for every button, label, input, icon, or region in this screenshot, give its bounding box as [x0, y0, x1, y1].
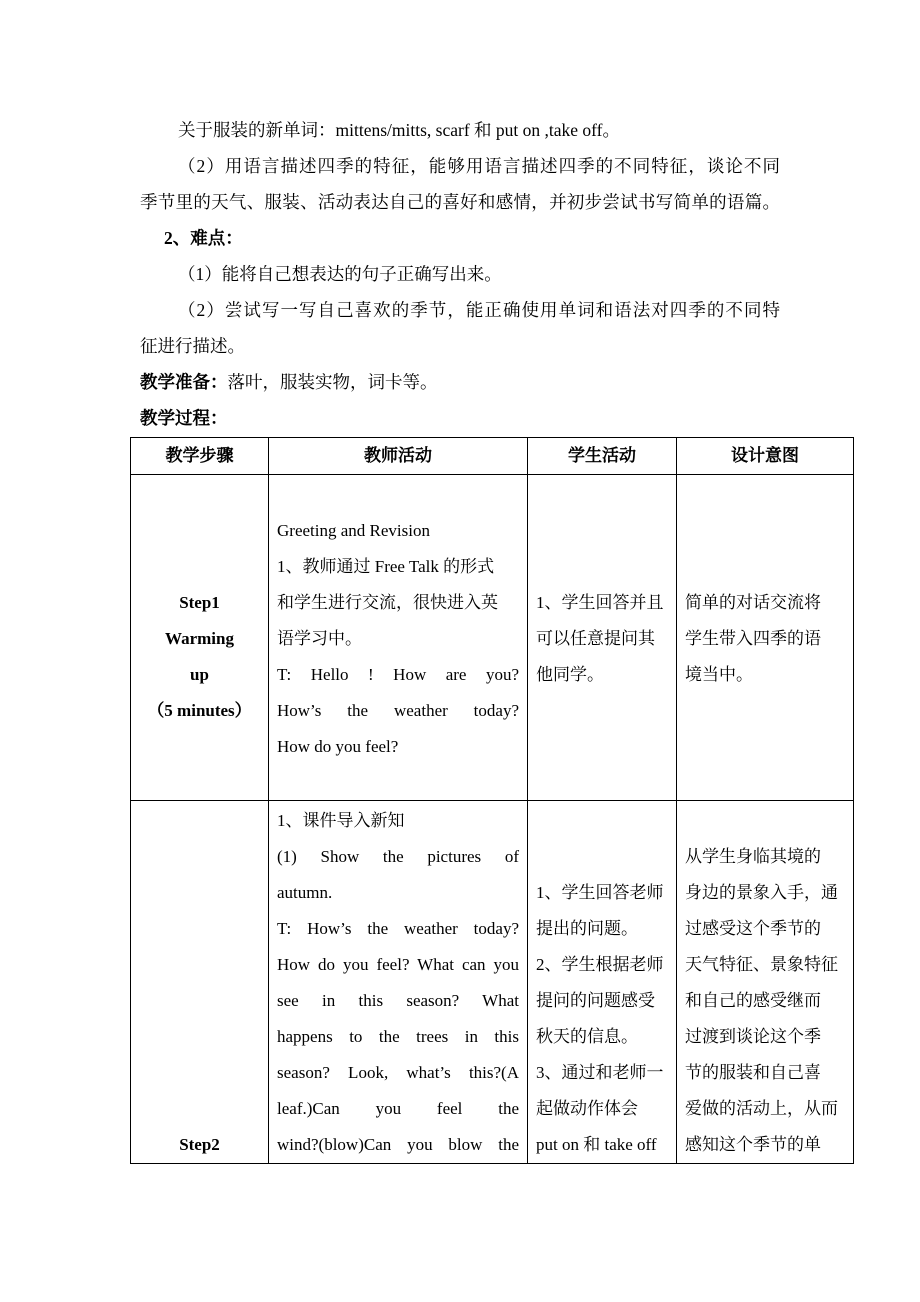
- cell-line: see in this season? What: [277, 991, 519, 1010]
- teacher-cell: [269, 475, 528, 801]
- cell-line: Step2: [179, 1135, 220, 1154]
- preparation-label: 教学准备：: [140, 372, 228, 392]
- student-cell: [528, 801, 677, 1164]
- teacher-cell: [269, 801, 528, 1164]
- intent-cell: [677, 801, 854, 1164]
- cell-line: Warming: [165, 629, 234, 648]
- objectives-point-2: （2）用语言描述四季的特征，能够用语言描述四季的不同特征，谈论不同: [178, 156, 780, 176]
- table-row: [131, 475, 854, 801]
- cell-line: 节的服装和自己喜: [685, 1063, 821, 1082]
- difficulty-point-1: （1）能将自己想表达的句子正确写出来。: [178, 264, 502, 284]
- cell-line: 和自己的感受继而: [685, 991, 821, 1010]
- header-teacher: 教师活动: [269, 438, 528, 475]
- header-student: 学生活动: [528, 438, 677, 475]
- cell-line: 语学习中。: [277, 629, 362, 648]
- cell-line: 境当中。: [685, 665, 753, 684]
- cell-line: 简单的对话交流将: [685, 593, 821, 612]
- cell-line: 秋天的信息。: [536, 1027, 638, 1046]
- cell-line: autumn.: [277, 883, 333, 902]
- cell-line: How’s the weather today?: [277, 701, 519, 720]
- cell-line: 1、教师通过 Free Talk 的形式: [277, 557, 495, 576]
- table-header-row: [131, 438, 854, 475]
- cell-line: 和学生进行交流，很快进入英: [277, 593, 498, 612]
- cell-line: wind?(blow)Can you blow the: [277, 1135, 519, 1154]
- objectives-point-2-cont: 季节里的天气、服装、活动表达自己的喜好和感情，并初步尝试书写简单的语篇。: [140, 192, 780, 212]
- preparation-line: [140, 364, 780, 400]
- preparation-text: 落叶，服装实物，词卡等。: [227, 372, 438, 392]
- cell-line: 从学生身临其境的: [685, 847, 821, 866]
- cell-line: happens to the trees in this: [277, 1027, 519, 1046]
- cell-line: Greeting and Revision: [277, 521, 430, 540]
- step-cell: [131, 475, 269, 801]
- cell-line: 过渡到谈论这个季: [685, 1027, 821, 1046]
- cell-line: leaf.)Can you feel the: [277, 1099, 519, 1118]
- table-row: [131, 801, 854, 1164]
- cell-line: 3、通过和老师一: [536, 1063, 664, 1082]
- cell-line: 2、学生根据老师: [536, 955, 664, 974]
- objectives-line-1: 关于服装的新单词：mittens/mitts, scarf 和 put on ,take off。: [178, 120, 620, 140]
- cell-line: 可以任意提问其: [536, 629, 655, 648]
- cell-line: T: Hello ! How are you?: [277, 665, 519, 684]
- cell-line: T: How’s the weather today?: [277, 919, 519, 938]
- cell-line: 1、课件导入新知: [277, 811, 405, 830]
- process-heading: 教学过程：: [140, 408, 228, 428]
- header-step: 教学步骤: [131, 438, 269, 475]
- cell-line: 天气特征、景象特征: [685, 955, 838, 974]
- cell-line: 过感受这个季节的: [685, 919, 821, 938]
- cell-line: 身边的景象入手，通: [685, 883, 838, 902]
- difficulty-heading: 2、难点：: [164, 228, 243, 248]
- header-intent: 设计意图: [677, 438, 854, 475]
- step-cell: [131, 801, 269, 1164]
- difficulty-point-2-cont: 征进行描述。: [140, 336, 245, 356]
- cell-line: How do you feel? What can you: [277, 955, 519, 974]
- difficulty-point-2: （2）尝试写一写自己喜欢的季节，能正确使用单词和语法对四季的不同特: [178, 300, 780, 320]
- intent-cell: [677, 475, 854, 801]
- cell-line: 起做动作体会: [536, 1099, 638, 1118]
- cell-line: up: [190, 665, 209, 684]
- cell-line: Step1: [179, 593, 220, 612]
- cell-line: How do you feel?: [277, 737, 399, 756]
- cell-line: （5 minutes）: [147, 701, 252, 720]
- cell-line: 爱做的活动上，从而: [685, 1099, 838, 1118]
- cell-line: 提出的问题。: [536, 919, 638, 938]
- cell-line: 学生带入四季的语: [685, 629, 821, 648]
- cell-line: season? Look, what’s this?(A: [277, 1063, 519, 1082]
- cell-line: 1、学生回答并且: [536, 593, 664, 612]
- cell-line: put on 和 take off: [536, 1135, 657, 1154]
- cell-line: 他同学。: [536, 665, 604, 684]
- cell-line: 感知这个季节的单: [685, 1135, 821, 1154]
- cell-line: 提问的问题感受: [536, 991, 655, 1010]
- lesson-process-table: [130, 437, 854, 1164]
- cell-line: 1、学生回答老师: [536, 883, 664, 902]
- student-cell: [528, 475, 677, 801]
- cell-line: (1) Show the pictures of: [277, 847, 519, 866]
